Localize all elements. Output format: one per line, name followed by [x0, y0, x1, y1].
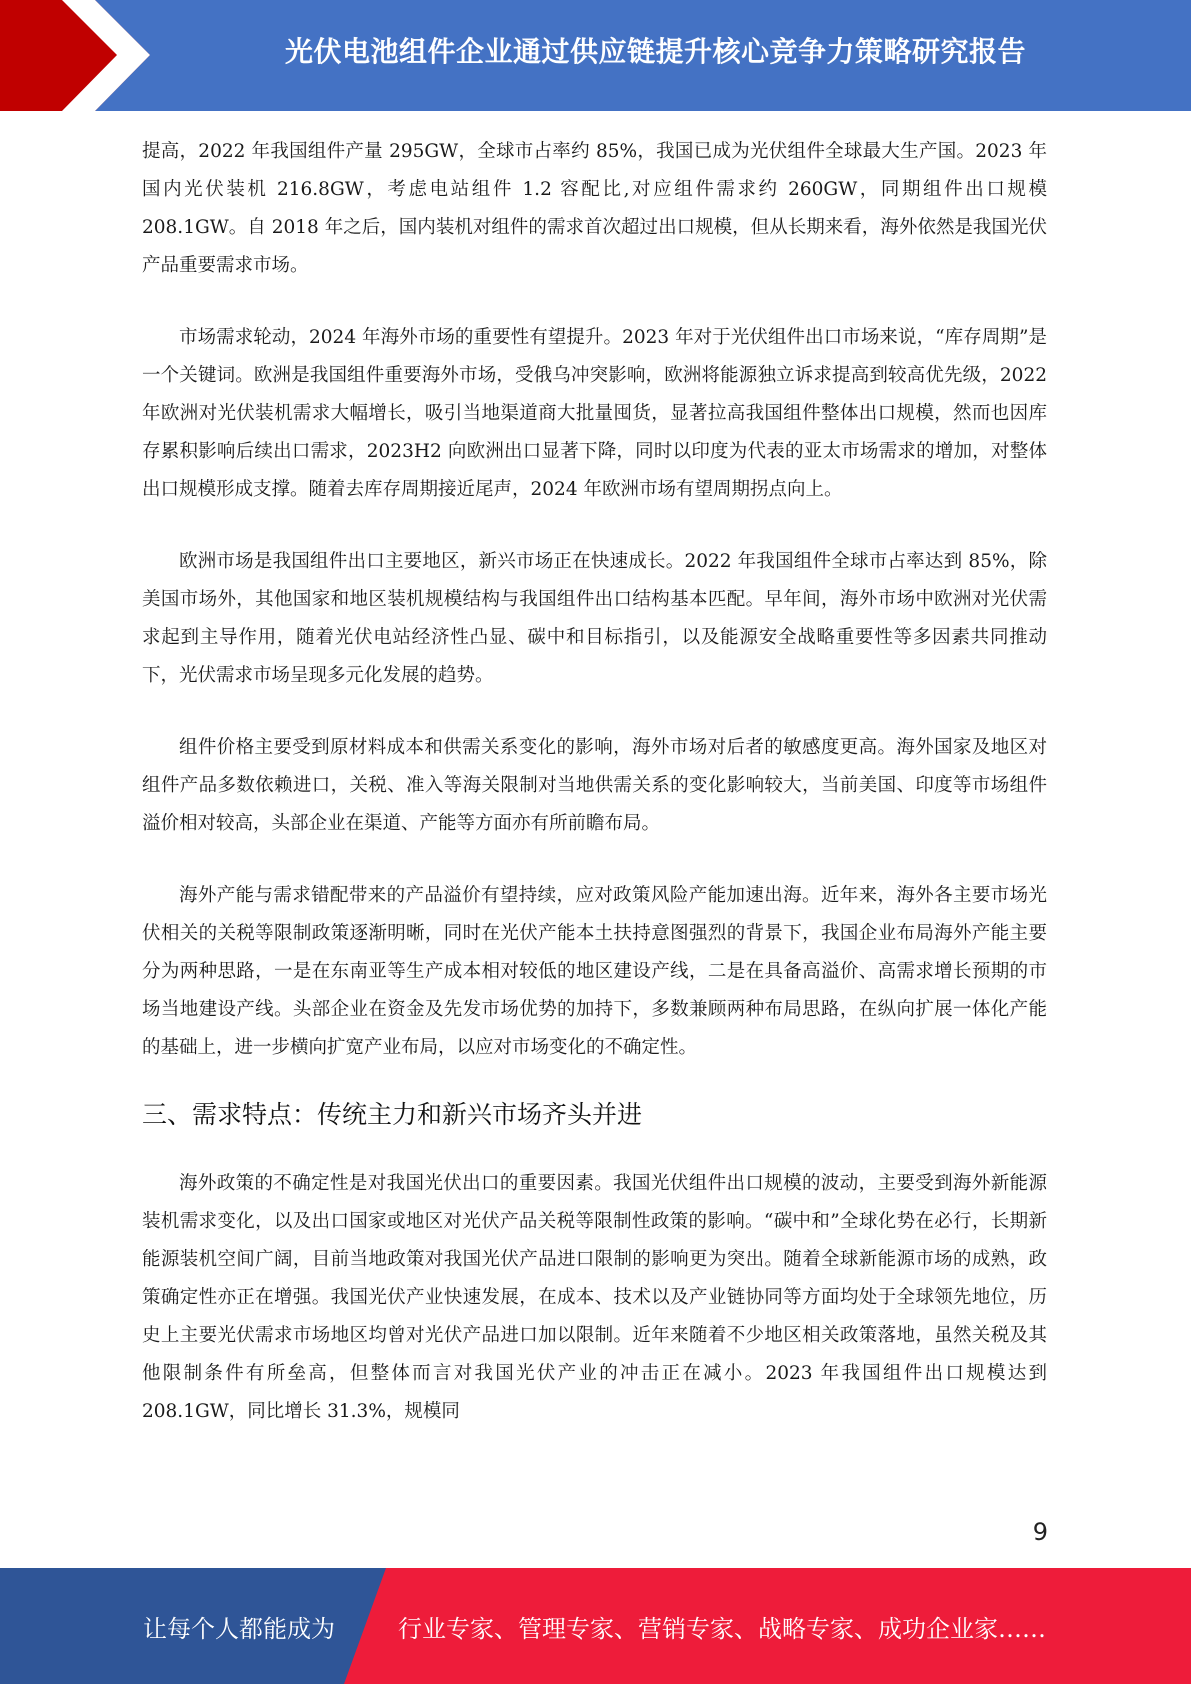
paragraph: 组件价格主要受到原材料成本和供需关系变化的影响，海外市场对后者的敏感度更高。海外国家及地区对组件产品多数依赖进口，关税、准入等海关限制对当地供需关系的变化影响较大，当前美国、印度等市场组件溢价相对较高，头部企业在渠道、产能等方面亦有所前瞻布局。 [142, 737, 1047, 834]
page-number: 9 [1032, 1518, 1048, 1546]
page-header [0, 0, 1191, 111]
section-heading: 三、需求特点：传统主力和新兴市场齐头并进 [142, 1100, 643, 1129]
header-chevron-decoration [0, 0, 150, 111]
paragraph: 海外产能与需求错配带来的产品溢价有望持续，应对政策风险产能加速出海。近年来，海外各主要市场光伏相关的关税等限制政策逐渐明晰，同时在光伏产能本土扶持意图强烈的背景下，我国企业布局海外产能主要分为两种思路，一是在东南亚等生产成本相对较低的地区建设产线，二是在具备高溢价、高需求增长预期的市场当地建设产线。头部企业在资金及先发市场优势的加持下，多数兼顾两种布局思路，在纵向扩展一体化产能的基础上，进一步横向扩宽产业布局，以应对市场变化的不确定性。 [142, 885, 1047, 1058]
paragraph: 欧洲市场是我国组件出口主要地区，新兴市场正在快速成长。2022 年我国组件全球市占率达到 85%，除美国市场外，其他国家和地区装机规模结构与我国组件出口结构基本匹配。早年间，海外市场中欧洲对光伏需求起到主导作用，随着光伏电站经济性凸显、碳中和目标指引，以及能源安全战略重要性等多因素共同推动下，光伏需求市场呈现多元化发展的趋势。 [142, 551, 1047, 686]
paragraph: 市场需求轮动，2024 年海外市场的重要性有望提升。2023 年对于光伏组件出口市场来说，“库存周期”是一个关键词。欧洲是我国组件重要海外市场，受俄乌冲突影响，欧洲将能源独立诉求提高到较高优先级，2022 年欧洲对光伏装机需求大幅增长，吸引当地渠道商大批量囤货，显著拉高我国组件整体出口规模，然而也因库存累积影响后续出口需求，2023H2 向欧洲出口显著下降，同时以印度为代表的亚太市场需求的增加，对整体出口规模形成支撑。随着去库存周期接近尾声，2024 年欧洲市场有望周期拐点向上。 [142, 327, 1047, 500]
footer-slogan-left: 让每个人都能成为 [143, 1614, 335, 1643]
report-title: 光伏电池组件企业通过供应链提升核心竞争力策略研究报告 [284, 35, 1026, 68]
footer-slogan-right: 行业专家、管理专家、营销专家、战略专家、成功企业家…… [398, 1614, 1046, 1643]
paragraph: 提高，2022 年我国组件产量 295GW，全球市占率约 85%，我国已成为光伏组件全球最大生产国。2023 年国内光伏装机 216.8GW，考虑电站组件 1.2 容配比,对应组件需求约 260GW，同期组件出口规模 208.1GW。自 2018 年之后，国内装机对组件的需求首次超过出口规模，但从长期来看，海外依然是我国光伏产品重要需求市场。 [142, 141, 1047, 276]
page-content [142, 133, 1047, 1465]
page-footer [0, 1568, 1191, 1684]
paragraph: 海外政策的不确定性是对我国光伏出口的重要因素。我国光伏组件出口规模的波动，主要受到海外新能源装机需求变化，以及出口国家或地区对光伏产品关税等限制性政策的影响。“碳中和”全球化势在必行，长期新能源装机空间广阔，目前当地政策对我国光伏产品进口限制的影响更为突出。随着全球新能源市场的成熟，政策确定性亦正在增强。我国光伏产业快速发展，在成本、技术以及产业链协同等方面均处于全球领先地位，历史上主要光伏需求市场地区均曾对光伏产品进口加以限制。近年来随着不少地区相关政策落地，虽然关税及其他限制条件有所垒高，但整体而言对我国光伏产业的冲击正在减小。2023 年我国组件出口规模达到 208.1GW，同比增长 31.3%，规模同 [142, 1173, 1047, 1422]
